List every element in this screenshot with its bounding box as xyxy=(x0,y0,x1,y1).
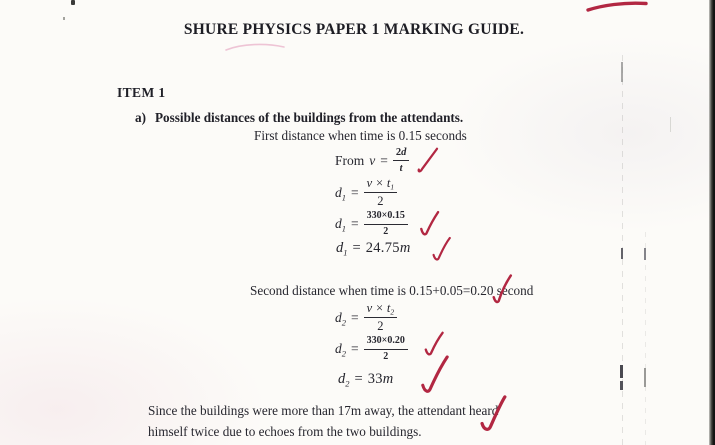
red-checkmark-icon xyxy=(426,236,456,263)
equation-d1-values: $d_1$ = $\frac{330\times 0.15}{2}$ xyxy=(335,211,408,237)
equation-d2-result: $d_2$ = 33m xyxy=(338,371,394,389)
equation-d2-values: $d_2$ = $\frac{330\times 0.20}{2}$ xyxy=(335,336,408,362)
equals-sign: = xyxy=(354,371,363,387)
scan-artifact-dash xyxy=(644,248,646,260)
equals-sign: = xyxy=(351,341,359,357)
second-distance-caption: Second distance when time is 0.15+0.05=0.20 second xyxy=(250,283,534,298)
red-checkmark-icon xyxy=(477,395,508,433)
answer-part-a-heading xyxy=(135,110,463,126)
fraction: $\frac{330\times 0.20}{2}$ xyxy=(364,336,408,362)
equals-sign: = xyxy=(351,184,359,200)
red-checkmark-icon xyxy=(416,147,439,173)
pink-smudge-mark xyxy=(224,41,286,52)
red-checkmark-icon xyxy=(417,356,450,395)
red-pen-stroke-icon xyxy=(586,0,648,12)
scan-artifact-line xyxy=(670,117,671,132)
equals-sign: = xyxy=(352,240,361,256)
equals-sign: = xyxy=(380,152,388,168)
red-checkmark-icon xyxy=(419,330,448,358)
scan-artifact-dash xyxy=(620,381,623,390)
equation-velocity xyxy=(335,147,409,174)
conclusion-line-1: Since the buildings were more than 17m away, the attendant heard xyxy=(148,403,499,418)
fraction: $\frac{2d}{t}$ xyxy=(393,147,410,174)
scan-edge-strip xyxy=(709,0,715,445)
equation-d1-result: $d_1$ = 24.75m xyxy=(336,240,411,258)
scan-speck xyxy=(71,0,75,5)
part-heading-text: Possible distances of the buildings from the attendants. xyxy=(155,110,464,125)
equation-d2-formula: $d_2$ = $\frac{v \times t_2}{2}$ xyxy=(335,302,397,333)
equation-d1-formula: $d_1$ = $\frac{v \times t_1}{2}$ xyxy=(335,177,397,208)
scan-artifact-dash xyxy=(621,248,623,259)
document-title: SHURE PHYSICS PAPER 1 MARKING GUIDE. xyxy=(183,21,525,38)
part-label: a) xyxy=(135,110,146,125)
scan-speck xyxy=(63,17,65,20)
equals-sign: = xyxy=(351,216,359,232)
fraction: $\frac{v \times t_2}{2}$ xyxy=(364,302,397,333)
equals-sign: = xyxy=(351,309,359,325)
scan-artifact-dash xyxy=(644,368,646,387)
scan-artifact-dash xyxy=(621,62,623,82)
red-checkmark-icon xyxy=(413,210,445,238)
equation-prefix: From xyxy=(335,152,365,168)
velocity-symbol: v xyxy=(369,152,376,168)
item-heading: ITEM 1 xyxy=(117,85,166,100)
scan-artifact-dash xyxy=(620,365,623,378)
first-distance-caption: First distance when time is 0.15 seconds xyxy=(254,128,467,143)
conclusion-line-2: himself twice due to echoes from the two buildings. xyxy=(148,424,422,439)
fraction: $\frac{v \times t_1}{2}$ xyxy=(364,177,397,208)
fraction: $\frac{330\times 0.15}{2}$ xyxy=(364,211,408,237)
scan-artifact-line xyxy=(645,232,646,445)
red-checkmark-icon xyxy=(489,274,514,305)
